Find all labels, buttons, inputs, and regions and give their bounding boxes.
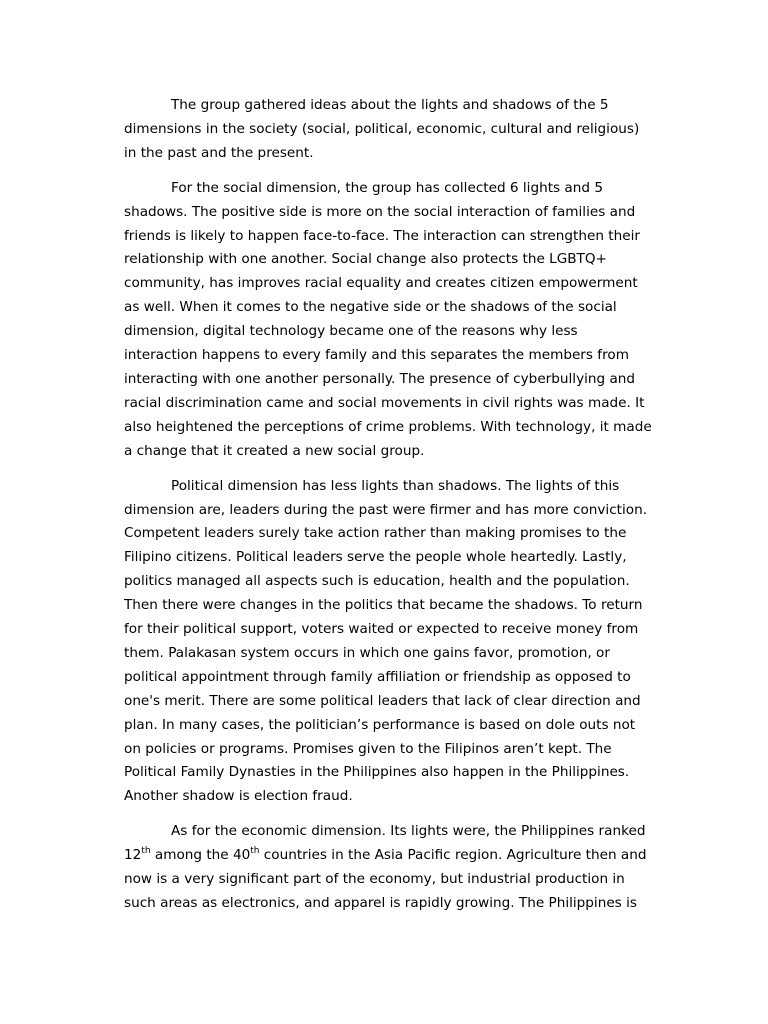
paragraph-economic-dimension <box>124 820 654 916</box>
economic-text-part-c: countries in the Asia Pacific region. Agriculture then and now is a very significant part of the economy, but industrial production in such areas as electronics, and apparel is rapidly growing. The Philippines is <box>124 847 647 911</box>
superscript-ordinal-40: th <box>250 846 260 857</box>
paragraph-political-dimension: Political dimension has less lights than shadows. The lights of this dimension are, leaders during the past were firmer and has more conviction. Competent leaders surely take action rather than making promises to the Filipino citizens. Political leaders serve the people whole heartedly. Lastly, politics managed all aspects such is education, health and the population. Then there were changes in the politics that became the shadows. To return for their political support, voters waited or expected to receive money from them. Palakasan system occurs in which one gains favor, promotion, or political appointment through family affiliation or friendship as opposed to one's merit. There are some political leaders that lack of clear direction and plan. In many cases, the politician’s performance is based on dole outs not on policies or programs. Promises given to the Filipinos aren’t kept. The Political Family Dynasties in the Philippines also happen in the Philippines. Another shadow is election fraud. <box>124 477 648 805</box>
superscript-ordinal-12: th <box>141 846 151 857</box>
economic-text-part-b: among the 40 <box>150 847 251 864</box>
economic-text-part-a: As for the economic dimension. Its lights were, the Philippines ranked 12 <box>124 823 646 864</box>
paragraph-social-dimension: For the social dimension, the group has collected 6 lights and 5 shadows. The positive side is more on the social interaction of families and friends is likely to happen face-to-face. The interaction can strengthen their relationship with one another. Social change also protects the LGBTQ+ community, has improves racial equality and creates citizen empowerment as well. When it comes to the negative side or the shadows of the social dimension, digital technology became one of the reasons why less interaction happens to every family and this separates the members from interacting with one another personally. The presence of cyberbullying and racial discrimination came and social movements in civil rights was made. It also heightened the perceptions of crime problems. With technology, it made a change that it created a new social group. <box>124 179 652 459</box>
paragraph-intro: The group gathered ideas about the lights and shadows of the 5 dimensions in the society (social, political, economic, cultural and religious) in the past and the present. <box>124 97 640 161</box>
document-body <box>124 94 654 927</box>
